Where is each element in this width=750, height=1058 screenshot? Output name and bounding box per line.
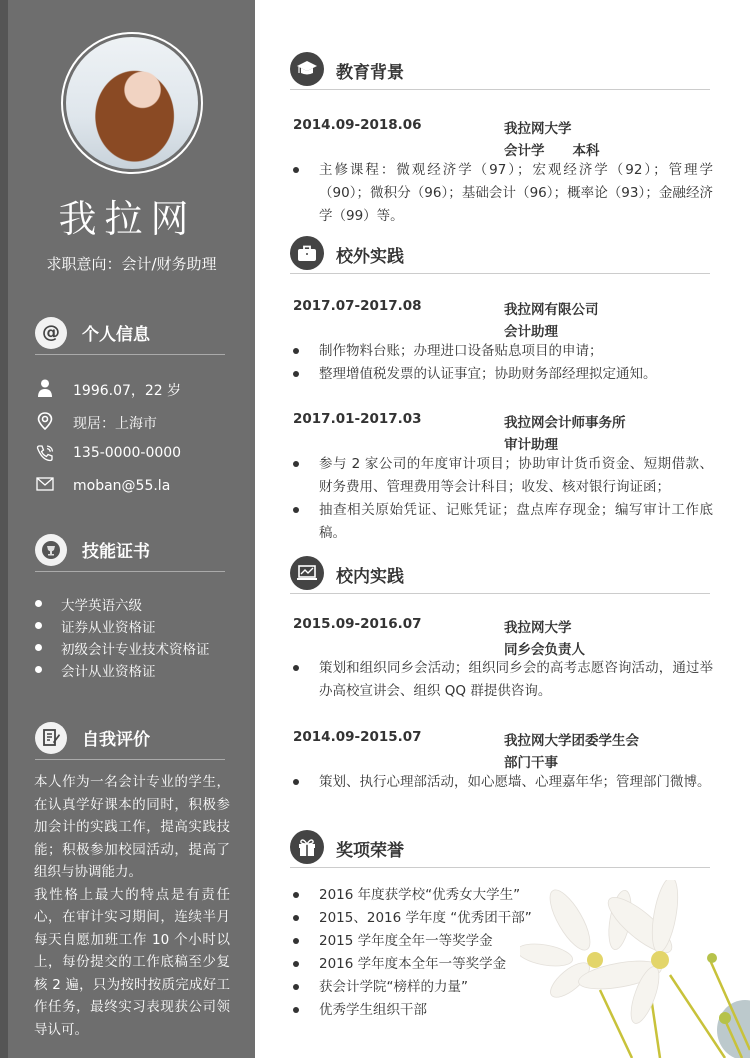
phone-icon: [35, 444, 55, 466]
section-header-internal: 校内实践: [290, 552, 710, 594]
award-item: 2016 学年度本全年一等奖学金: [293, 953, 713, 976]
entry-org: 我拉网大学团委学生会: [504, 733, 639, 749]
person-icon: [35, 379, 55, 401]
bullet-item: 整理增值税发票的认证事宜；协助财务部经理拟定通知。: [293, 363, 713, 386]
entry-date: 2014.09-2015.07: [293, 729, 422, 745]
section-header-personal: [35, 315, 225, 355]
entry-date: 2015.09-2016.07: [293, 616, 422, 632]
entry-date: 2017.07-2017.08: [293, 298, 422, 314]
entry-org: 我拉网大学: [504, 620, 572, 636]
entry-role: 会计学 本科: [504, 143, 600, 159]
trophy-icon: [35, 534, 67, 566]
avatar: [61, 32, 203, 174]
entry-role: 同乡会负责人: [504, 642, 585, 658]
section-title: 自我评价: [82, 730, 150, 750]
bullet-item: 抽查相关原始凭证、记账凭证；盘点库存现金；编写审计工作底稿。: [293, 499, 713, 545]
at-spiral-icon: @: [35, 317, 67, 349]
candidate-name: 我拉网: [58, 197, 197, 241]
section-title: 技能证书: [82, 542, 150, 562]
sidebar: 我拉网 求职意向：会计/财务助理 @ 个人信息 1996.07，22 岁 现居：上海市 135-0000-0000 moban@55.la 技能证书 大学英语六级 证券从业资格证 初级会计专业技术资格证 会计从业资格证 自我评价 本人作为一名会计专业的学生，在认真学好课本的同时，积极参加会计的实践工作，提高实践技能；积极参加校园活动，提高了组织与协调能力。 我性格上最大的特点是有责任心，在审计实习期间，连续半月每天自愿加班工作 10 个小时以上，每份提交的工作底稿至少复核 2 遍，只为按时按质完成好工作任务，最终实习表现获公司领导认可。: [0, 0, 255, 1058]
award-item: 优秀学生组织干部: [293, 999, 713, 1022]
bullet-item: 策划和组织同乡会活动；组织同乡会的高考志愿咨询活动，通过举办高校宣讲会、组织 QQ 群提供咨询。: [293, 657, 713, 703]
section-title: 个人信息: [82, 325, 150, 345]
self-evaluation-text: 本人作为一名会计专业的学生，在认真学好课本的同时，积极参加会计的实践工作，提高实践技能；积极参加校园活动，提高了组织与协调能力。 我性格上最大的特点是有责任心，在审计实习期间，连续半月每天自愿加班工作 10 个小时以上，每份提交的工作底稿至少复核 2 遍，只为按时按质完成好工作任务，最终实习表现获公司领导认可。: [34, 774, 230, 1038]
profile-photo: [66, 37, 198, 169]
chart-monitor-icon: [290, 556, 324, 590]
section-header-education: 教育背景: [290, 48, 710, 90]
award-item: 获会计学院“榜样的力量”: [293, 976, 713, 999]
section-header-external: 校外实践: [290, 232, 710, 274]
graduation-cap-icon: [290, 52, 324, 86]
job-intent: 求职意向：会计/财务助理: [46, 255, 217, 273]
entry-date: 2014.09-2018.06: [293, 117, 422, 133]
award-item: 2016 年度获学校“优秀女大学生”: [293, 884, 713, 907]
briefcase-icon: [290, 236, 324, 270]
section-header-skills: [35, 532, 225, 572]
bullet-item: 策划、执行心理部活动，如心愿墙、心理嘉年华；管理部门微博。: [293, 771, 713, 794]
gift-icon: [290, 830, 324, 864]
bullet-item: 主修课程：微观经济学（97）；宏观经济学（92）；管理学（90）；微积分（96）；基础会计（96）；概率论（93）；金融经济学（99）等。: [293, 159, 713, 228]
entry-org: 我拉网有限公司: [504, 302, 599, 318]
sidebar-edge-strip: [0, 0, 8, 1058]
entry-org: 我拉网大学: [504, 121, 572, 137]
bullet-item: 参与 2 家公司的年度审计项目；协助审计货币资金、短期借款、财务费用、管理费用等会计科目；收发、核对银行询证函；: [293, 453, 713, 499]
section-header-awards: 奖项荣誉: [290, 826, 710, 868]
entry-date: 2017.01-2017.03: [293, 411, 422, 427]
award-item: 2015 学年度全年一等奖学金: [293, 930, 713, 953]
note-pen-icon: [35, 722, 67, 754]
entry-role: 会计助理: [504, 324, 558, 340]
section-header-self-eval: [35, 720, 225, 760]
location-pin-icon: [35, 412, 55, 434]
entry-org: 我拉网会计师事务所: [504, 415, 626, 431]
award-item: 2015、2016 学年度 “优秀团干部”: [293, 907, 713, 930]
mail-icon: [35, 477, 55, 495]
entry-role: 部门干事: [504, 755, 558, 771]
bullet-item: 制作物料台账；办理进口设备贴息项目的申请；: [293, 340, 713, 363]
entry-role: 审计助理: [504, 437, 558, 453]
